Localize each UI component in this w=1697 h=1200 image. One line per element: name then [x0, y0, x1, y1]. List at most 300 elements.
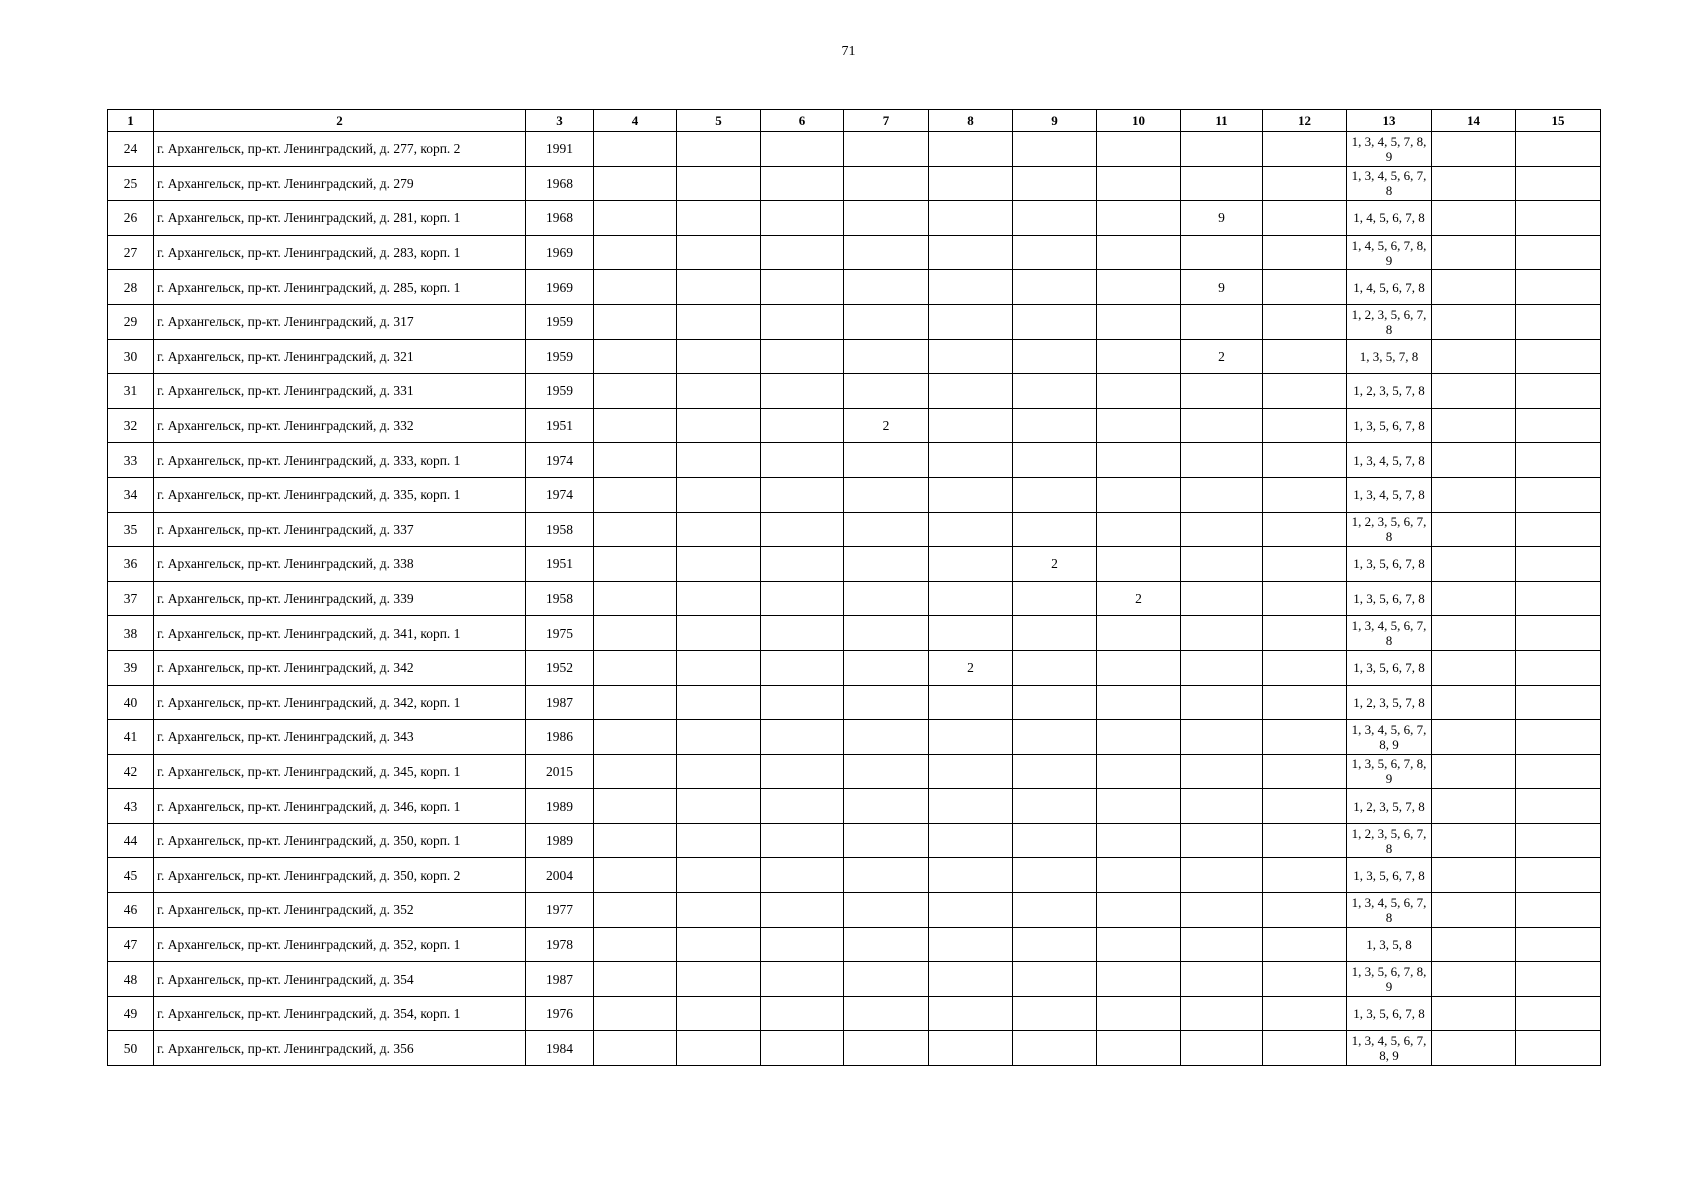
column-14-cell [1432, 616, 1516, 651]
column-9-cell [1013, 477, 1097, 512]
column-7-cell [844, 443, 929, 478]
column-15-cell [1516, 996, 1601, 1031]
column-8-cell [929, 201, 1013, 236]
row-number-cell: 46 [108, 893, 154, 928]
column-14-cell [1432, 374, 1516, 409]
address-cell: г. Архангельск, пр-кт. Ленинградский, д. 350, корп. 1 [154, 823, 526, 858]
column-8-cell [929, 547, 1013, 582]
column-15-cell [1516, 132, 1601, 167]
address-cell: г. Архангельск, пр-кт. Ленинградский, д. 350, корп. 2 [154, 858, 526, 893]
column-13-cell: 1, 3, 5, 6, 7, 8 [1347, 996, 1432, 1031]
table-row [108, 962, 1601, 997]
table-row [108, 685, 1601, 720]
address-cell: г. Архангельск, пр-кт. Ленинградский, д. 333, корп. 1 [154, 443, 526, 478]
column-4-cell [594, 235, 677, 270]
column-14-cell [1432, 823, 1516, 858]
header-row [108, 110, 1601, 132]
column-11-cell: 2 [1181, 339, 1263, 374]
column-6-cell [761, 789, 844, 824]
row-number-cell: 27 [108, 235, 154, 270]
column-14-cell [1432, 270, 1516, 305]
table-row [108, 720, 1601, 755]
year-cell: 1987 [526, 962, 594, 997]
column-14-cell [1432, 858, 1516, 893]
column-8-cell [929, 616, 1013, 651]
column-6-cell [761, 720, 844, 755]
column-7-cell [844, 512, 929, 547]
column-11-cell [1181, 823, 1263, 858]
row-number-cell: 34 [108, 477, 154, 512]
column-9-cell [1013, 893, 1097, 928]
column-4-cell [594, 166, 677, 201]
column-7-cell [844, 858, 929, 893]
table-header [108, 110, 1601, 132]
row-number-cell: 29 [108, 304, 154, 339]
column-10-cell [1097, 1031, 1181, 1066]
column-9-cell [1013, 166, 1097, 201]
column-5-cell [677, 270, 761, 305]
column-12-cell [1263, 754, 1347, 789]
column-10-cell [1097, 201, 1181, 236]
table-row [108, 858, 1601, 893]
column-7-cell [844, 374, 929, 409]
column-10-cell [1097, 996, 1181, 1031]
year-cell: 1984 [526, 1031, 594, 1066]
column-6-cell [761, 962, 844, 997]
column-7-cell [844, 893, 929, 928]
column-6-cell [761, 547, 844, 582]
column-12-cell [1263, 339, 1347, 374]
column-7-cell [844, 823, 929, 858]
column-header-7: 7 [844, 110, 929, 132]
column-15-cell [1516, 339, 1601, 374]
column-12-cell [1263, 270, 1347, 305]
column-11-cell [1181, 512, 1263, 547]
column-4-cell [594, 477, 677, 512]
column-12-cell [1263, 304, 1347, 339]
table-row [108, 339, 1601, 374]
column-14-cell [1432, 685, 1516, 720]
year-cell: 1959 [526, 304, 594, 339]
column-8-cell [929, 1031, 1013, 1066]
column-8-cell [929, 962, 1013, 997]
column-header-10: 10 [1097, 110, 1181, 132]
table-body [108, 132, 1601, 1066]
table-row [108, 443, 1601, 478]
column-7-cell [844, 962, 929, 997]
column-15-cell [1516, 374, 1601, 409]
column-15-cell [1516, 270, 1601, 305]
column-10-cell [1097, 650, 1181, 685]
column-15-cell [1516, 858, 1601, 893]
column-6-cell [761, 339, 844, 374]
column-4-cell [594, 927, 677, 962]
column-12-cell [1263, 685, 1347, 720]
column-7-cell [844, 166, 929, 201]
column-14-cell [1432, 201, 1516, 236]
table-row [108, 927, 1601, 962]
column-7-cell [844, 720, 929, 755]
column-11-cell [1181, 927, 1263, 962]
column-13-cell: 1, 3, 4, 5, 7, 8 [1347, 443, 1432, 478]
year-cell: 1989 [526, 789, 594, 824]
column-14-cell [1432, 304, 1516, 339]
address-cell: г. Архангельск, пр-кт. Ленинградский, д. 317 [154, 304, 526, 339]
column-13-cell: 1, 3, 4, 5, 7, 8 [1347, 477, 1432, 512]
column-9-cell [1013, 789, 1097, 824]
column-12-cell [1263, 927, 1347, 962]
address-cell: г. Архангельск, пр-кт. Ленинградский, д. 343 [154, 720, 526, 755]
column-10-cell [1097, 962, 1181, 997]
column-13-cell: 1, 3, 4, 5, 6, 7, 8 [1347, 616, 1432, 651]
column-7-cell [844, 304, 929, 339]
row-number-cell: 30 [108, 339, 154, 374]
column-8-cell [929, 893, 1013, 928]
column-7-cell [844, 581, 929, 616]
year-cell: 1968 [526, 166, 594, 201]
column-7-cell [844, 754, 929, 789]
column-8-cell: 2 [929, 650, 1013, 685]
column-15-cell [1516, 720, 1601, 755]
column-12-cell [1263, 547, 1347, 582]
column-13-cell: 1, 3, 5, 6, 7, 8, 9 [1347, 962, 1432, 997]
column-header-13: 13 [1347, 110, 1432, 132]
column-14-cell [1432, 893, 1516, 928]
table-row [108, 996, 1601, 1031]
address-cell: г. Архангельск, пр-кт. Ленинградский, д. 352 [154, 893, 526, 928]
column-10-cell [1097, 304, 1181, 339]
column-10-cell [1097, 893, 1181, 928]
year-cell: 1958 [526, 581, 594, 616]
column-6-cell [761, 132, 844, 167]
column-15-cell [1516, 616, 1601, 651]
row-number-cell: 24 [108, 132, 154, 167]
column-7-cell [844, 477, 929, 512]
column-12-cell [1263, 374, 1347, 409]
table-row [108, 754, 1601, 789]
column-13-cell: 1, 4, 5, 6, 7, 8 [1347, 270, 1432, 305]
column-12-cell [1263, 477, 1347, 512]
column-6-cell [761, 685, 844, 720]
column-13-cell: 1, 3, 5, 6, 7, 8, 9 [1347, 754, 1432, 789]
column-6-cell [761, 512, 844, 547]
column-14-cell [1432, 754, 1516, 789]
column-10-cell [1097, 235, 1181, 270]
column-14-cell [1432, 789, 1516, 824]
column-10-cell: 2 [1097, 581, 1181, 616]
column-4-cell [594, 443, 677, 478]
column-11-cell [1181, 408, 1263, 443]
column-12-cell [1263, 893, 1347, 928]
column-14-cell [1432, 962, 1516, 997]
year-cell: 2015 [526, 754, 594, 789]
column-12-cell [1263, 650, 1347, 685]
column-4-cell [594, 270, 677, 305]
column-5-cell [677, 927, 761, 962]
register-table [107, 109, 1601, 1066]
column-13-cell: 1, 3, 5, 6, 7, 8 [1347, 581, 1432, 616]
column-11-cell [1181, 893, 1263, 928]
column-12-cell [1263, 581, 1347, 616]
column-14-cell [1432, 720, 1516, 755]
column-4-cell [594, 720, 677, 755]
address-cell: г. Архангельск, пр-кт. Ленинградский, д. 332 [154, 408, 526, 443]
row-number-cell: 25 [108, 166, 154, 201]
column-8-cell [929, 408, 1013, 443]
column-13-cell: 1, 4, 5, 6, 7, 8 [1347, 201, 1432, 236]
column-13-cell: 1, 2, 3, 5, 7, 8 [1347, 685, 1432, 720]
column-8-cell [929, 443, 1013, 478]
column-11-cell [1181, 616, 1263, 651]
column-15-cell [1516, 235, 1601, 270]
column-7-cell: 2 [844, 408, 929, 443]
column-6-cell [761, 270, 844, 305]
column-15-cell [1516, 512, 1601, 547]
column-9-cell [1013, 823, 1097, 858]
column-15-cell [1516, 304, 1601, 339]
address-cell: г. Архангельск, пр-кт. Ленинградский, д. 321 [154, 339, 526, 374]
address-cell: г. Архангельск, пр-кт. Ленинградский, д. 335, корп. 1 [154, 477, 526, 512]
column-10-cell [1097, 270, 1181, 305]
column-5-cell [677, 304, 761, 339]
column-14-cell [1432, 132, 1516, 167]
address-cell: г. Архангельск, пр-кт. Ленинградский, д. 339 [154, 581, 526, 616]
column-12-cell [1263, 1031, 1347, 1066]
column-8-cell [929, 512, 1013, 547]
column-9-cell [1013, 616, 1097, 651]
row-number-cell: 28 [108, 270, 154, 305]
column-15-cell [1516, 477, 1601, 512]
column-15-cell [1516, 962, 1601, 997]
column-10-cell [1097, 132, 1181, 167]
column-15-cell [1516, 927, 1601, 962]
column-8-cell [929, 166, 1013, 201]
column-12-cell [1263, 512, 1347, 547]
column-6-cell [761, 616, 844, 651]
column-6-cell [761, 374, 844, 409]
address-cell: г. Архангельск, пр-кт. Ленинградский, д. 342 [154, 650, 526, 685]
column-8-cell [929, 720, 1013, 755]
year-cell: 1968 [526, 201, 594, 236]
column-5-cell [677, 789, 761, 824]
column-8-cell [929, 996, 1013, 1031]
column-header-9: 9 [1013, 110, 1097, 132]
column-9-cell [1013, 132, 1097, 167]
table-row [108, 408, 1601, 443]
column-13-cell: 1, 3, 4, 5, 6, 7, 8 [1347, 893, 1432, 928]
row-number-cell: 44 [108, 823, 154, 858]
column-8-cell [929, 477, 1013, 512]
row-number-cell: 40 [108, 685, 154, 720]
column-15-cell [1516, 408, 1601, 443]
address-cell: г. Архангельск, пр-кт. Ленинградский, д. 277, корп. 2 [154, 132, 526, 167]
column-12-cell [1263, 858, 1347, 893]
column-11-cell [1181, 789, 1263, 824]
column-7-cell [844, 201, 929, 236]
column-11-cell [1181, 996, 1263, 1031]
column-6-cell [761, 823, 844, 858]
row-number-cell: 42 [108, 754, 154, 789]
column-14-cell [1432, 1031, 1516, 1066]
column-7-cell [844, 996, 929, 1031]
column-header-11: 11 [1181, 110, 1263, 132]
year-cell: 1959 [526, 339, 594, 374]
column-7-cell [844, 235, 929, 270]
year-cell: 1952 [526, 650, 594, 685]
row-number-cell: 48 [108, 962, 154, 997]
column-8-cell [929, 754, 1013, 789]
column-11-cell [1181, 374, 1263, 409]
row-number-cell: 32 [108, 408, 154, 443]
column-8-cell [929, 685, 1013, 720]
column-11-cell [1181, 581, 1263, 616]
row-number-cell: 31 [108, 374, 154, 409]
column-4-cell [594, 512, 677, 547]
column-6-cell [761, 304, 844, 339]
column-14-cell [1432, 235, 1516, 270]
address-cell: г. Архангельск, пр-кт. Ленинградский, д. 338 [154, 547, 526, 582]
column-5-cell [677, 166, 761, 201]
year-cell: 1987 [526, 685, 594, 720]
column-5-cell [677, 685, 761, 720]
column-11-cell [1181, 166, 1263, 201]
column-header-14: 14 [1432, 110, 1516, 132]
column-15-cell [1516, 789, 1601, 824]
year-cell: 1969 [526, 235, 594, 270]
year-cell: 1977 [526, 893, 594, 928]
column-10-cell [1097, 720, 1181, 755]
year-cell: 1976 [526, 996, 594, 1031]
column-4-cell [594, 996, 677, 1031]
year-cell: 1991 [526, 132, 594, 167]
column-12-cell [1263, 996, 1347, 1031]
address-cell: г. Архангельск, пр-кт. Ленинградский, д. 283, корп. 1 [154, 235, 526, 270]
column-6-cell [761, 650, 844, 685]
column-12-cell [1263, 201, 1347, 236]
column-9-cell [1013, 858, 1097, 893]
address-cell: г. Архангельск, пр-кт. Ленинградский, д. 281, корп. 1 [154, 201, 526, 236]
column-14-cell [1432, 408, 1516, 443]
column-5-cell [677, 512, 761, 547]
column-7-cell [844, 616, 929, 651]
column-11-cell [1181, 962, 1263, 997]
column-7-cell [844, 547, 929, 582]
column-6-cell [761, 754, 844, 789]
column-7-cell [844, 650, 929, 685]
column-15-cell [1516, 201, 1601, 236]
column-14-cell [1432, 581, 1516, 616]
column-4-cell [594, 132, 677, 167]
column-12-cell [1263, 823, 1347, 858]
row-number-cell: 47 [108, 927, 154, 962]
column-10-cell [1097, 547, 1181, 582]
column-9-cell [1013, 408, 1097, 443]
column-4-cell [594, 616, 677, 651]
column-5-cell [677, 339, 761, 374]
column-9-cell [1013, 201, 1097, 236]
column-8-cell [929, 823, 1013, 858]
column-11-cell [1181, 650, 1263, 685]
column-11-cell [1181, 443, 1263, 478]
address-cell: г. Архангельск, пр-кт. Ленинградский, д. 345, корп. 1 [154, 754, 526, 789]
column-6-cell [761, 581, 844, 616]
column-header-4: 4 [594, 110, 677, 132]
column-5-cell [677, 650, 761, 685]
address-cell: г. Архангельск, пр-кт. Ленинградский, д. 279 [154, 166, 526, 201]
column-7-cell [844, 789, 929, 824]
column-11-cell [1181, 685, 1263, 720]
column-10-cell [1097, 927, 1181, 962]
column-9-cell [1013, 304, 1097, 339]
row-number-cell: 45 [108, 858, 154, 893]
column-4-cell [594, 1031, 677, 1066]
year-cell: 1969 [526, 270, 594, 305]
column-13-cell: 1, 3, 5, 6, 7, 8 [1347, 650, 1432, 685]
column-11-cell [1181, 235, 1263, 270]
column-11-cell: 9 [1181, 201, 1263, 236]
year-cell: 2004 [526, 858, 594, 893]
column-12-cell [1263, 235, 1347, 270]
table-row [108, 650, 1601, 685]
year-cell: 1974 [526, 477, 594, 512]
column-11-cell [1181, 720, 1263, 755]
column-12-cell [1263, 166, 1347, 201]
row-number-cell: 49 [108, 996, 154, 1031]
column-header-12: 12 [1263, 110, 1347, 132]
year-cell: 1986 [526, 720, 594, 755]
column-11-cell [1181, 304, 1263, 339]
column-8-cell [929, 581, 1013, 616]
column-11-cell [1181, 477, 1263, 512]
column-14-cell [1432, 443, 1516, 478]
column-8-cell [929, 789, 1013, 824]
column-14-cell [1432, 547, 1516, 582]
address-cell: г. Архангельск, пр-кт. Ленинградский, д. 337 [154, 512, 526, 547]
column-header-6: 6 [761, 110, 844, 132]
column-10-cell [1097, 789, 1181, 824]
column-4-cell [594, 789, 677, 824]
table-row [108, 1031, 1601, 1066]
column-14-cell [1432, 339, 1516, 374]
column-9-cell [1013, 720, 1097, 755]
column-9-cell [1013, 650, 1097, 685]
column-5-cell [677, 477, 761, 512]
column-5-cell [677, 443, 761, 478]
column-9-cell: 2 [1013, 547, 1097, 582]
column-7-cell [844, 270, 929, 305]
table-row [108, 235, 1601, 270]
column-5-cell [677, 581, 761, 616]
column-5-cell [677, 754, 761, 789]
column-header-1: 1 [108, 110, 154, 132]
column-13-cell: 1, 2, 3, 5, 6, 7, 8 [1347, 823, 1432, 858]
column-5-cell [677, 235, 761, 270]
column-13-cell: 1, 3, 4, 5, 7, 8, 9 [1347, 132, 1432, 167]
column-5-cell [677, 201, 761, 236]
table-row [108, 823, 1601, 858]
column-14-cell [1432, 166, 1516, 201]
column-11-cell [1181, 132, 1263, 167]
column-6-cell [761, 996, 844, 1031]
column-12-cell [1263, 720, 1347, 755]
column-5-cell [677, 823, 761, 858]
column-8-cell [929, 927, 1013, 962]
column-12-cell [1263, 132, 1347, 167]
column-15-cell [1516, 685, 1601, 720]
column-14-cell [1432, 477, 1516, 512]
address-cell: г. Архангельск, пр-кт. Ленинградский, д. 354 [154, 962, 526, 997]
column-4-cell [594, 304, 677, 339]
